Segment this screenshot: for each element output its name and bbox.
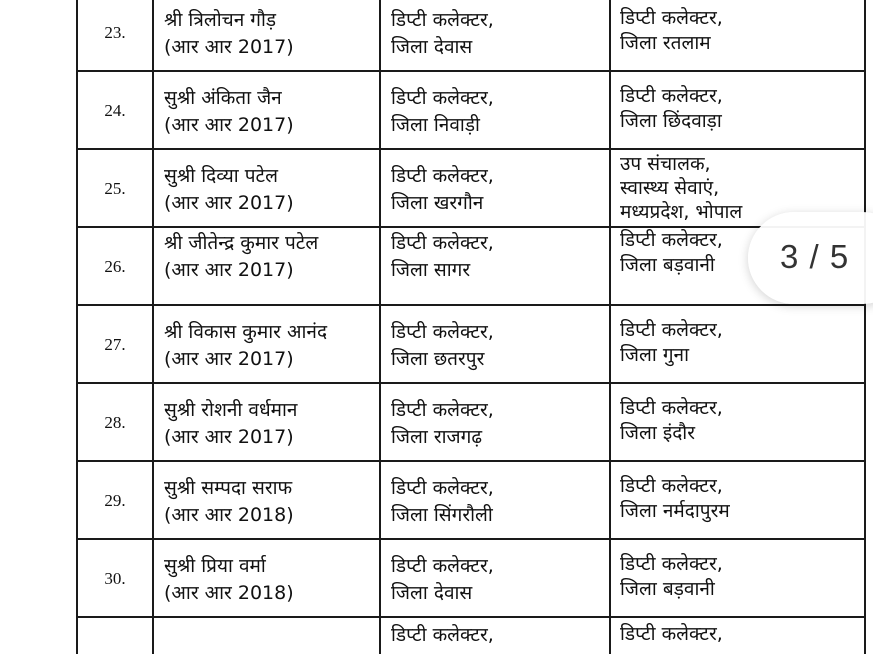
new-post-line: डिप्टी कलेक्टर, — [620, 475, 723, 497]
officer-batch: (आर आर 2017) — [164, 36, 294, 58]
officer-name: सुश्री प्रिया वर्मा — [164, 555, 266, 577]
transfer-table — [76, 0, 866, 654]
officer-cell — [153, 461, 380, 539]
officer-name: सुश्री सम्पदा सराफ — [164, 477, 293, 499]
serial-number: 30. — [77, 539, 153, 617]
officer-cell — [153, 305, 380, 383]
table-row — [77, 0, 865, 71]
new-post-line: जिला गुना — [620, 344, 690, 366]
serial-number: 25. — [77, 149, 153, 227]
current-post: डिप्टी कलेक्टर, — [391, 321, 494, 343]
current-place: जिला निवाड़ी — [391, 114, 480, 136]
transfer-table-body — [77, 0, 865, 654]
officer-name: सुश्री रोशनी वर्धमान — [164, 399, 298, 421]
serial-number: 24. — [77, 71, 153, 149]
new-posting-cell — [610, 617, 865, 654]
new-posting-cell — [610, 383, 865, 461]
current-posting-cell — [380, 227, 610, 305]
officer-batch: (आर आर 2017) — [164, 348, 294, 370]
current-post: डिप्टी कलेक्टर, — [391, 624, 494, 646]
new-post-line: डिप्टी कलेक्टर, — [620, 7, 723, 29]
new-post-line: डिप्टी कलेक्टर, — [620, 623, 723, 645]
current-place: जिला छतरपुर — [391, 348, 485, 370]
table-row-partial — [77, 617, 865, 654]
serial-number: 26. — [77, 227, 153, 305]
new-posting-cell — [610, 71, 865, 149]
officer-name: श्री जीतेन्द्र कुमार पटेल — [164, 232, 319, 254]
new-post-line: डिप्टी कलेक्टर, — [620, 229, 723, 251]
officer-cell — [153, 0, 380, 71]
table-row — [77, 227, 865, 305]
table-row — [77, 539, 865, 617]
serial-number: 23. — [77, 0, 153, 71]
table-row — [77, 461, 865, 539]
new-posting-cell — [610, 305, 865, 383]
new-post-line: जिला छिंदवाड़ा — [620, 110, 722, 132]
current-posting-cell — [380, 383, 610, 461]
new-post-line: जिला रतलाम — [620, 32, 711, 54]
table-row — [77, 71, 865, 149]
current-post: डिप्टी कलेक्टर, — [391, 555, 494, 577]
officer-name: श्री विकास कुमार आनंद — [164, 321, 328, 343]
officer-name: सुश्री दिव्या पटेल — [164, 165, 278, 187]
current-place: जिला खरगौन — [391, 192, 484, 214]
current-posting-cell — [380, 305, 610, 383]
page-indicator — [748, 212, 873, 304]
serial-number: 28. — [77, 383, 153, 461]
new-post-line: स्वास्थ्य सेवाएं, — [620, 177, 720, 199]
current-posting-cell — [380, 461, 610, 539]
new-post-line: जिला इंदौर — [620, 422, 695, 444]
new-post-line: डिप्टी कलेक्टर, — [620, 553, 723, 575]
officer-batch: (आर आर 2017) — [164, 192, 294, 214]
current-place: जिला देवास — [391, 582, 473, 604]
current-post: डिप्टी कलेक्टर, — [391, 232, 494, 254]
current-place: जिला सागर — [391, 259, 471, 281]
new-post-line: जिला नर्मदापुरम — [620, 500, 730, 522]
serial-number: 27. — [77, 305, 153, 383]
table-row — [77, 149, 865, 227]
officer-cell — [153, 71, 380, 149]
new-post-line: डिप्टी कलेक्टर, — [620, 397, 723, 419]
current-place: जिला राजगढ़ — [391, 426, 483, 448]
officer-batch: (आर आर 2018) — [164, 504, 294, 526]
current-post: डिप्टी कलेक्टर, — [391, 165, 494, 187]
new-post-line: डिप्टी कलेक्टर, — [620, 85, 723, 107]
current-post: डिप्टी कलेक्टर, — [391, 87, 494, 109]
new-posting-cell — [610, 0, 865, 71]
officer-cell — [153, 227, 380, 305]
current-posting-cell — [380, 539, 610, 617]
officer-batch: (आर आर 2017) — [164, 114, 294, 136]
current-post: डिप्टी कलेक्टर, — [391, 477, 494, 499]
new-post-line: डिप्टी कलेक्टर, — [620, 319, 723, 341]
officer-cell — [153, 383, 380, 461]
new-post-line: उप संचालक, — [620, 153, 711, 175]
current-posting-cell — [380, 71, 610, 149]
current-place: जिला देवास — [391, 36, 473, 58]
new-posting-cell — [610, 539, 865, 617]
new-post-line: मध्यप्रदेश, भोपाल — [620, 201, 743, 223]
officer-batch: (आर आर 2017) — [164, 259, 294, 281]
new-posting-cell — [610, 461, 865, 539]
officer-cell — [153, 149, 380, 227]
serial-number — [77, 617, 153, 654]
table-row — [77, 305, 865, 383]
current-place: जिला सिंगरौली — [391, 504, 493, 526]
current-post: डिप्टी कलेक्टर, — [391, 9, 494, 31]
officer-batch: (आर आर 2018) — [164, 582, 294, 604]
current-posting-cell — [380, 149, 610, 227]
new-post-line: जिला बड़वानी — [620, 254, 715, 276]
officer-cell — [153, 539, 380, 617]
serial-number: 29. — [77, 461, 153, 539]
officer-name: सुश्री अंकिता जैन — [164, 87, 282, 109]
officer-cell — [153, 617, 380, 654]
current-post: डिप्टी कलेक्टर, — [391, 399, 494, 421]
current-posting-cell — [380, 617, 610, 654]
page-indicator-text: 3 / 5 — [780, 238, 850, 275]
table-row — [77, 383, 865, 461]
new-post-line: जिला बड़वानी — [620, 578, 715, 600]
officer-batch: (आर आर 2017) — [164, 426, 294, 448]
officer-name: श्री त्रिलोचन गौड़ — [164, 9, 277, 31]
current-posting-cell — [380, 0, 610, 71]
